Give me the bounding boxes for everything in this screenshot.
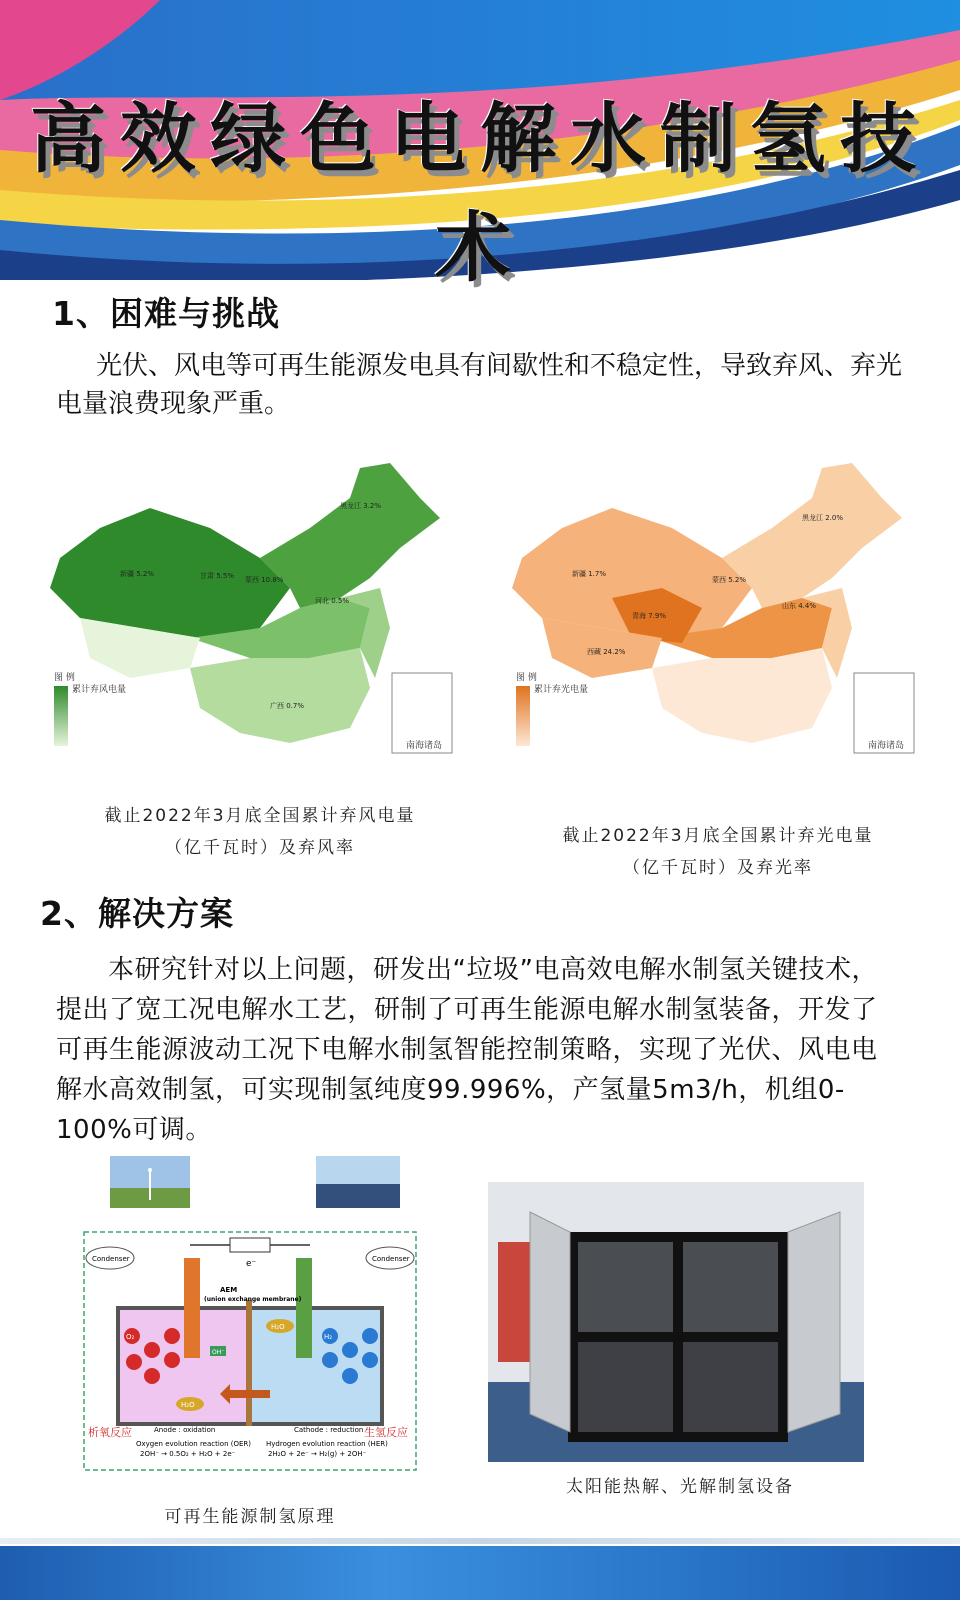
right-door <box>788 1212 840 1432</box>
cathode-electrode <box>296 1258 312 1358</box>
solar-inset-label: 南海诸岛 <box>868 741 905 751</box>
oh-label: OH⁻ <box>212 1349 225 1356</box>
solar-curtailment-map <box>502 458 932 778</box>
map-label-tibet: 西藏 24.2% <box>587 648 626 656</box>
solar-legend-bar <box>516 686 530 746</box>
electrolysis-diagram <box>80 1150 420 1500</box>
map-region-northwest <box>50 508 290 638</box>
left-reaction-label: 析氧反应 <box>88 1426 132 1439</box>
left-condenser-label: Condenser <box>92 1255 130 1263</box>
aem-membrane <box>246 1300 252 1426</box>
solar-map-caption <box>498 820 938 884</box>
right-reaction-label: 生氢反应 <box>364 1426 408 1439</box>
map-label-gansu: 甘肃 5.5% <box>200 572 235 580</box>
her-equation: 2H₂O + 2e⁻ → H₂(g) + 2OH⁻ <box>268 1450 367 1458</box>
wind-legend-subtitle: 累计弃风电量 <box>72 685 127 695</box>
section2-paragraph: 本研究针对以上问题，研发出“垃圾”电高效电解水制氢关键技术，提出了宽工况电解水工艺，研制了可再生能源电解水制氢装备，开发了可再生能源波动工况下电解水制氢智能控制策略，实现了光伏、风电电解水高效制氢，可实现制氢纯度99.996%，产氢量5m3/h，机组0-100%可调。 <box>56 955 878 1145</box>
map-label-xinjiang: 新疆 5.2% <box>120 570 155 578</box>
oer-equation: 2OH⁻ → 0.5O₂ + H₂O + 2e⁻ <box>140 1450 236 1458</box>
footer-divider <box>0 1538 960 1544</box>
solar-caption-line1: 截止2022年3月底全国累计弃光电量 <box>562 826 874 846</box>
map-region-south <box>190 648 370 743</box>
section2-heading: 2、解决方案 <box>40 894 234 933</box>
left-door <box>530 1212 570 1432</box>
wind-caption-line2: （亿千瓦时）及弃风率 <box>165 838 355 858</box>
h2o-right-label: H₂O <box>271 1323 285 1331</box>
solar-legend-title: 图 例 <box>516 673 537 683</box>
footer-band <box>0 1546 960 1600</box>
solar-caption-line2: （亿千瓦时）及弃光率 <box>623 858 813 878</box>
anode-label: Anode : oxidation <box>154 1426 216 1434</box>
map-label-heilongjiang: 黑龙江 3.2% <box>340 502 382 510</box>
map-region-south <box>652 648 832 743</box>
map-label-neimeng: 蒙西 10.8% <box>245 576 284 584</box>
wind-curtailment-map <box>40 458 470 778</box>
electron-label: e⁻ <box>246 1259 257 1269</box>
battery-icon <box>230 1238 270 1252</box>
h2-label: H₂ <box>324 1333 333 1341</box>
map-label-heilongjiang: 黑龙江 2.0% <box>802 514 844 522</box>
aem-subtitle: (union exchange membrane) <box>204 1296 302 1303</box>
solar-legend-subtitle: 累计弃光电量 <box>534 685 589 695</box>
oer-title: Oxygen evolution reaction (OER) <box>136 1440 252 1448</box>
aem-title: AEM <box>220 1286 238 1294</box>
section1-heading: 1、困难与挑战 <box>52 294 280 333</box>
o2-label: O₂ <box>126 1333 135 1341</box>
her-title: Hydrogen evolution reaction (HER) <box>266 1440 388 1448</box>
map-label-shandong: 山东 4.4% <box>782 602 817 610</box>
h2o-left-label: H₂O <box>181 1401 195 1409</box>
wind-legend-bar <box>54 686 68 746</box>
map-label-qinghai: 青海 7.9% <box>632 612 667 620</box>
wind-inset-label: 南海诸岛 <box>406 741 443 751</box>
equipment-caption: 太阳能热解、光解制氢设备 <box>566 1477 794 1497</box>
anode-electrode <box>184 1258 200 1358</box>
map-label-hebei: 河北 0.5% <box>315 597 350 605</box>
equipment-photo <box>488 1182 864 1462</box>
map-label-neimeng: 蒙西 5.2% <box>712 576 747 584</box>
wind-caption-line1: 截止2022年3月底全国累计弃风电量 <box>104 806 416 826</box>
wind-turbine-photo <box>110 1156 190 1208</box>
solar-panel-photo <box>316 1156 400 1208</box>
map-label-xinjiang: 新疆 1.7% <box>572 570 607 578</box>
right-condenser-label: Condenser <box>372 1255 410 1263</box>
map-label-guangxi: 广西 0.7% <box>270 702 305 710</box>
diagram-caption: 可再生能源制氢原理 <box>164 1507 336 1527</box>
page-title: 高效绿色电解水制氢技术 <box>30 94 930 292</box>
wind-map-caption <box>40 800 480 864</box>
cathode-label: Cathode : reduction <box>294 1426 364 1434</box>
wind-legend-title: 图 例 <box>54 673 75 683</box>
section1-paragraph: 光伏、风电等可再生能源发电具有间歇性和不稳定性，导致弃风、弃光电量浪费现象严重。 <box>56 351 903 419</box>
